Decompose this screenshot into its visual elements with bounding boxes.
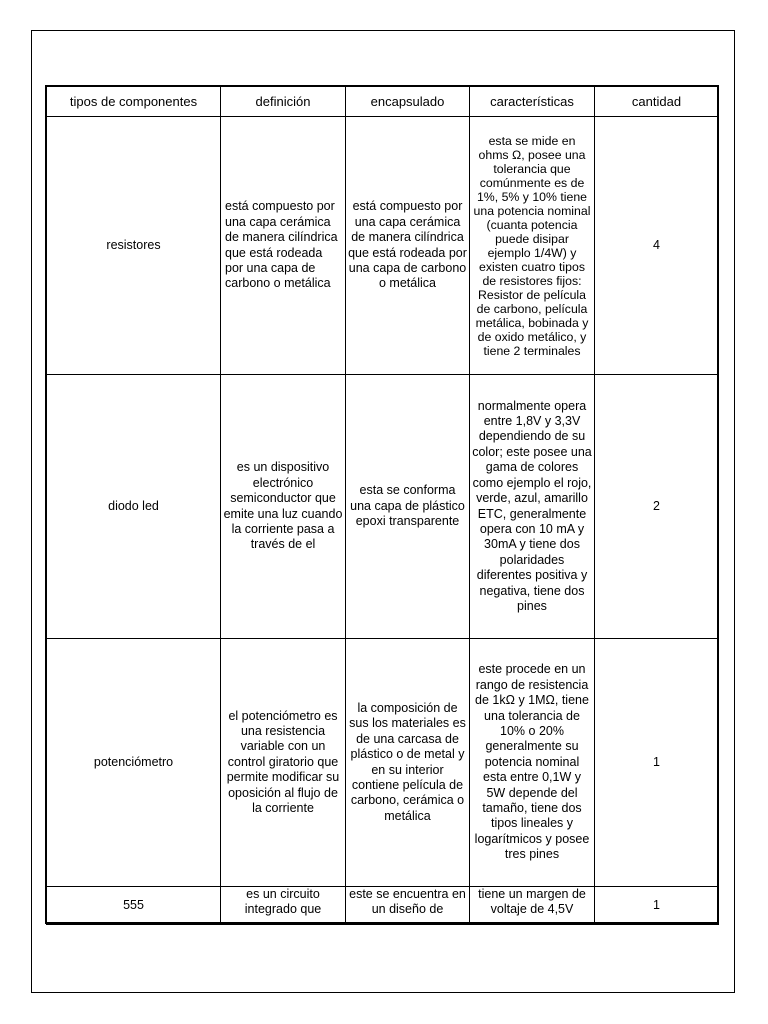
cell-caracteristicas: normalmente opera entre 1,8V y 3,3V dependiendo de su color; este posee una gama de colores como ejemplo el rojo, verde, azul, amarillo ETC, generalmente opera con 10 mA y 30mA y tiene dos polaridades diferentes positiva y negativa, tiene dos pines <box>470 375 595 639</box>
cell-definicion: está compuesto por una capa cerámica de manera cilíndrica que está rodeada por una capa de carbono o metálica <box>221 117 346 375</box>
cell-cantidad: 2 <box>595 375 719 639</box>
cell-definicion: es un circuito integrado que <box>221 887 346 925</box>
cell-encapsulado: está compuesto por una capa cerámica de manera cilíndrica que está rodeada por una capa de carbono o metálica <box>346 117 470 375</box>
cell-encapsulado: este se encuentra en un diseño de <box>346 887 470 925</box>
table-header-row <box>47 87 719 117</box>
cell-cantidad: 4 <box>595 117 719 375</box>
cell-tipo: resistores <box>47 117 221 375</box>
cell-encapsulado: la composición de sus los materiales es de una carcasa de plástico o de metal y en su interior contiene película de carbono, cerámica o metálica <box>346 639 470 887</box>
cell-caracteristicas: este procede en un rango de resistencia de 1kΩ y 1MΩ, tiene una tolerancia de 10% o 20% generalmente su potencia nominal esta entre 0,1W y 5W depende del tamaño, tiene dos tipos lineales y logarítmicos y posee tres pines <box>470 639 595 887</box>
cell-cantidad: 1 <box>595 639 719 887</box>
components-table <box>46 86 719 925</box>
cell-tipo: potenciómetro <box>47 639 221 887</box>
cell-caracteristicas: esta se mide en ohms Ω, posee una tolerancia que comúnmente es de 1%, 5% y 10% tiene una potencia nominal (cuanta potencia puede disipar ejemplo 1/4W) y existen cuatro tipos de resistores fijos: Resistor de película de carbono, película metálica, bobinada y de oxido metálico, y tiene 2 terminales <box>470 117 595 375</box>
header-cantidad: cantidad <box>595 87 719 117</box>
header-caracteristicas: características <box>470 87 595 117</box>
cell-tipo: diodo led <box>47 375 221 639</box>
cell-cantidad: 1 <box>595 887 719 925</box>
cell-tipo: 555 <box>47 887 221 925</box>
table-row <box>47 887 719 925</box>
cell-definicion: es un dispositivo electrónico semiconductor que emite una luz cuando la corriente pasa a través de el <box>221 375 346 639</box>
cell-caracteristicas: tiene un margen de voltaje de 4,5V <box>470 887 595 925</box>
table-row <box>47 639 719 887</box>
header-tipos: tipos de componentes <box>47 87 221 117</box>
table-row <box>47 375 719 639</box>
table-row <box>47 117 719 375</box>
header-definicion: definición <box>221 87 346 117</box>
cell-encapsulado: esta se conforma una capa de plástico epoxi transparente <box>346 375 470 639</box>
header-encapsulado: encapsulado <box>346 87 470 117</box>
cell-definicion: el potenciómetro es una resistencia variable con un control giratorio que permite modificar su oposición al flujo de la corriente <box>221 639 346 887</box>
